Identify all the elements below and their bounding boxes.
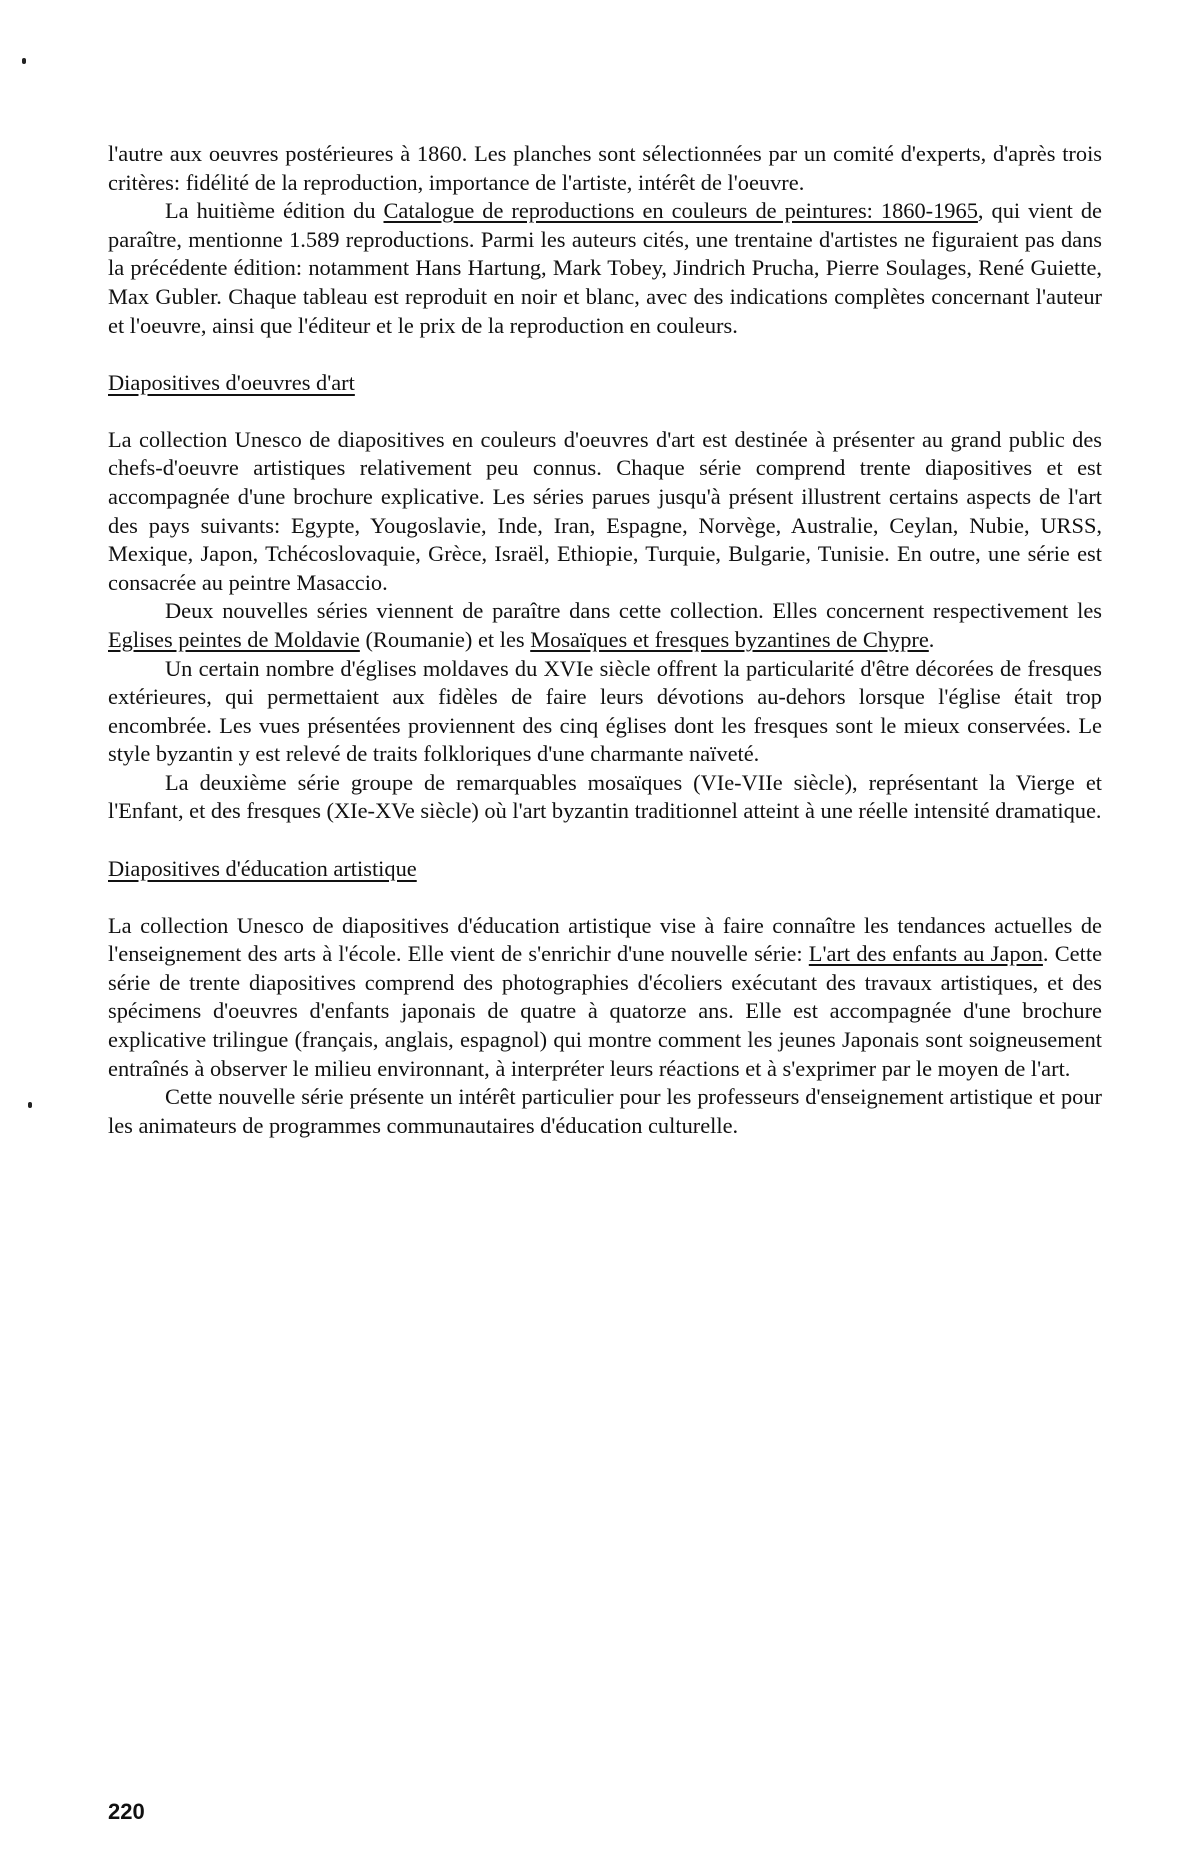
- series-title: L'art des enfants au Japon: [808, 941, 1043, 967]
- paragraph: Un certain nombre d'églises moldaves du XVIe siècle offrent la particularité d'être décorées de fresques extérieures, qui permettaient aux fidèles de faire leurs dévotions au-dehors lorsque l'église était trop encombrée. Les vues présentées proviennent des cinq églises dont les fresques sont le mieux conservées. Le style byzantin y est relevé de traits folkloriques d'une charmante naïveté.: [108, 655, 1102, 767]
- page-number: 220: [108, 1799, 145, 1824]
- text-run: Deux nouvelles séries viennent de paraître dans cette collection. Elles concernent respectivement les: [165, 598, 1102, 624]
- section-heading: Diapositives d'éducation artistique: [108, 856, 417, 882]
- paragraph: La collection Unesco de diapositives en couleurs d'oeuvres d'art est destinée à présenter au grand public des chefs-d'oeuvre artistiques relativement peu connus. Chaque série comprend trente diapositives et est accompagnée d'une brochure explicative. Les séries parues jusqu'à présent illustrent certains aspects de l'art des pays suivants: Egypte, Yougoslavie, Inde, Iran, Espagne, Norvège, Australie, Ceylan, Nubie, URSS, Mexique, Japon, Tchécoslovaquie, Grèce, Israël, Ethiopie, Turquie, Bulgarie, Tunisie. En outre, une série est consacrée au peintre Masaccio.: [108, 426, 1102, 595]
- scan-speck: [22, 58, 26, 64]
- paragraph: [108, 597, 1102, 654]
- paragraph: [108, 197, 1102, 340]
- text-run: La huitième édition du: [165, 198, 384, 224]
- paragraph: [108, 912, 1102, 1084]
- scan-speck: [28, 1102, 32, 1108]
- text-run: . Cette série de trente diapositives comprend des photographies d'écoliers exécutant des travaux artistiques, et des spécimens d'oeuvres d'enfants japonais de quatre à quatorze ans. Elle est accompagnée d'une brochure explicative trilingue (français, anglais, espagnol) qui montre comment les jeunes Japonais sont soigneusement entraînés à observer le milieu environnant, à interpréter leurs réactions et à s'exprimer par le moyen de l'art.: [108, 941, 1103, 1081]
- catalogue-title: Catalogue de reproductions en couleurs de peintures: 1860-1965: [383, 198, 978, 224]
- document-page: [108, 140, 1102, 1140]
- text-run: La collection Unesco de diapositives d'éducation artistique vise à faire connaître les tendances actuelles de l'enseignement des arts à l'école. Elle vient de s'enrichir d'une nouvelle série:: [108, 912, 1102, 967]
- series-title: Eglises peintes de Moldavie: [108, 626, 360, 652]
- text-run: , qui vient de paraître, mentionne 1.589 reproductions. Parmi les auteurs cités, une trentaine d'artistes ne figuraient pas dans la précédente édition: notamment Hans Hartung, Mark Tobey, Jindrich Prucha, Pierre Soulages, René Guiette, Max Gubler. Chaque tableau est reproduit en noir et blanc, avec des indications complètes concernant l'auteur et l'oeuvre, ainsi que l'éditeur et le prix de la reproduction en couleurs.: [108, 198, 1102, 338]
- paragraph: Cette nouvelle série présente un intérêt particulier pour les professeurs d'enseignement artistique et pour les animateurs de programmes communautaires d'éducation culturelle.: [108, 1084, 1102, 1138]
- paragraph: l'autre aux oeuvres postérieures à 1860. Les planches sont sélectionnées par un comité d'experts, d'après trois critères: fidélité de la reproduction, importance de l'artiste, intérêt de l'oeuvre.: [108, 141, 1102, 195]
- text-run: .: [928, 626, 935, 652]
- series-title: Mosaïques et fresques byzantines de Chypre: [530, 626, 929, 652]
- section-heading: Diapositives d'oeuvres d'art: [108, 370, 355, 396]
- paragraph: La deuxième série groupe de remarquables mosaïques (VIe-VIIe siècle), représentant la Vierge et l'Enfant, et des fresques (XIe-XVe siècle) où l'art byzantin traditionnel atteint à une réelle intensité dramatique.: [108, 769, 1102, 824]
- text-run: (Roumanie) et les: [359, 626, 531, 652]
